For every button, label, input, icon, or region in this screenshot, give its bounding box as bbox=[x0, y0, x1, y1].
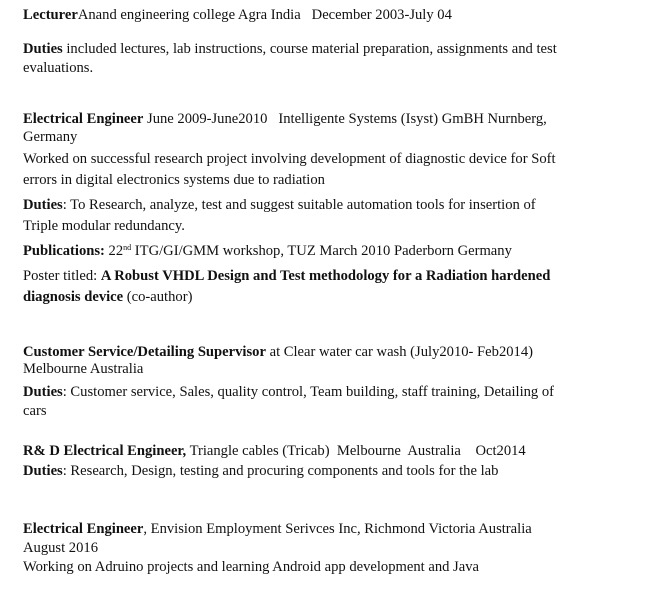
entry-lecturer-duties bbox=[23, 41, 557, 58]
publications-ordinal: nd bbox=[123, 243, 132, 252]
job-details: Triangle cables (Tricab) Melbourne Australia Oct2014 bbox=[186, 443, 526, 459]
job-details-continued: August 2016 bbox=[23, 540, 98, 556]
entry-isyst-duties bbox=[23, 197, 536, 214]
entry-carwash-duties bbox=[23, 384, 554, 401]
entry-envision-heading bbox=[23, 521, 532, 538]
entry-carwash-heading bbox=[23, 344, 533, 361]
job-details: , Envision Employment Serivces Inc, Richmond Victoria Australia bbox=[143, 521, 532, 537]
poster-title-continued: diagnosis device bbox=[23, 289, 124, 305]
poster-title: A Robust VHDL Design and Test methodology for a Radiation hardened bbox=[100, 268, 551, 284]
poster-role: (co-author) bbox=[123, 289, 193, 305]
publications-text: ITG/GI/GMM workshop, TUZ March 2010 Paderborn Germany bbox=[131, 243, 512, 259]
job-details: at Clear water car wash (July2010- Feb2014) bbox=[265, 344, 534, 360]
entry-isyst-heading bbox=[23, 111, 547, 128]
job-details: June 2009-June2010 Intelligente Systems (Isyst) GmBH Nurnberg, bbox=[143, 111, 547, 127]
entry-lecturer-heading bbox=[23, 7, 452, 24]
job-title: Electrical Engineer bbox=[23, 521, 144, 537]
duties-label: Duties bbox=[23, 197, 63, 213]
entry-tricab-duties bbox=[23, 463, 498, 480]
job-title: Electrical Engineer bbox=[23, 111, 144, 127]
duties-label: Duties bbox=[23, 384, 63, 400]
entry-tricab-heading bbox=[23, 443, 526, 460]
duties-text-continued: Triple modular redundancy. bbox=[23, 218, 185, 234]
duties-text: : To Research, analyze, test and suggest suitable automation tools for insertion of bbox=[62, 197, 536, 213]
job-title: Lecturer bbox=[23, 7, 78, 23]
job-details-continued: Germany bbox=[23, 129, 78, 145]
poster-continued bbox=[23, 289, 192, 306]
job-details: Anand engineering college Agra India December 2003-July 04 bbox=[77, 7, 452, 23]
job-title: Customer Service/Detailing Supervisor bbox=[23, 344, 266, 360]
duties-text-continued: cars bbox=[23, 403, 47, 419]
job-summary: Worked on successful research project involving development of diagnostic device for Soft bbox=[23, 151, 556, 167]
poster bbox=[23, 268, 550, 285]
job-title: R& D Electrical Engineer, bbox=[23, 443, 187, 459]
poster-label: Poster titled: bbox=[23, 268, 101, 284]
publications bbox=[23, 243, 512, 260]
publications-label: Publications: bbox=[23, 243, 105, 259]
job-details-continued: Melbourne Australia bbox=[23, 361, 144, 377]
publications-number: 22 bbox=[104, 243, 124, 259]
duties-text: : Research, Design, testing and procuring components and tools for the lab bbox=[62, 463, 499, 479]
duties-text: included lectures, lab instructions, course material preparation, assignments and test bbox=[62, 41, 557, 57]
duties-text: : Customer service, Sales, quality control, Team building, staff training, Detailing of bbox=[62, 384, 555, 400]
duties-label: Duties bbox=[23, 41, 63, 57]
duties-text-continued: evaluations. bbox=[23, 60, 94, 76]
job-summary: Working on Adruino projects and learning Android app development and Java bbox=[23, 559, 479, 575]
job-summary-continued: errors in digital electronics systems due to radiation bbox=[23, 172, 325, 188]
duties-label: Duties bbox=[23, 463, 63, 479]
